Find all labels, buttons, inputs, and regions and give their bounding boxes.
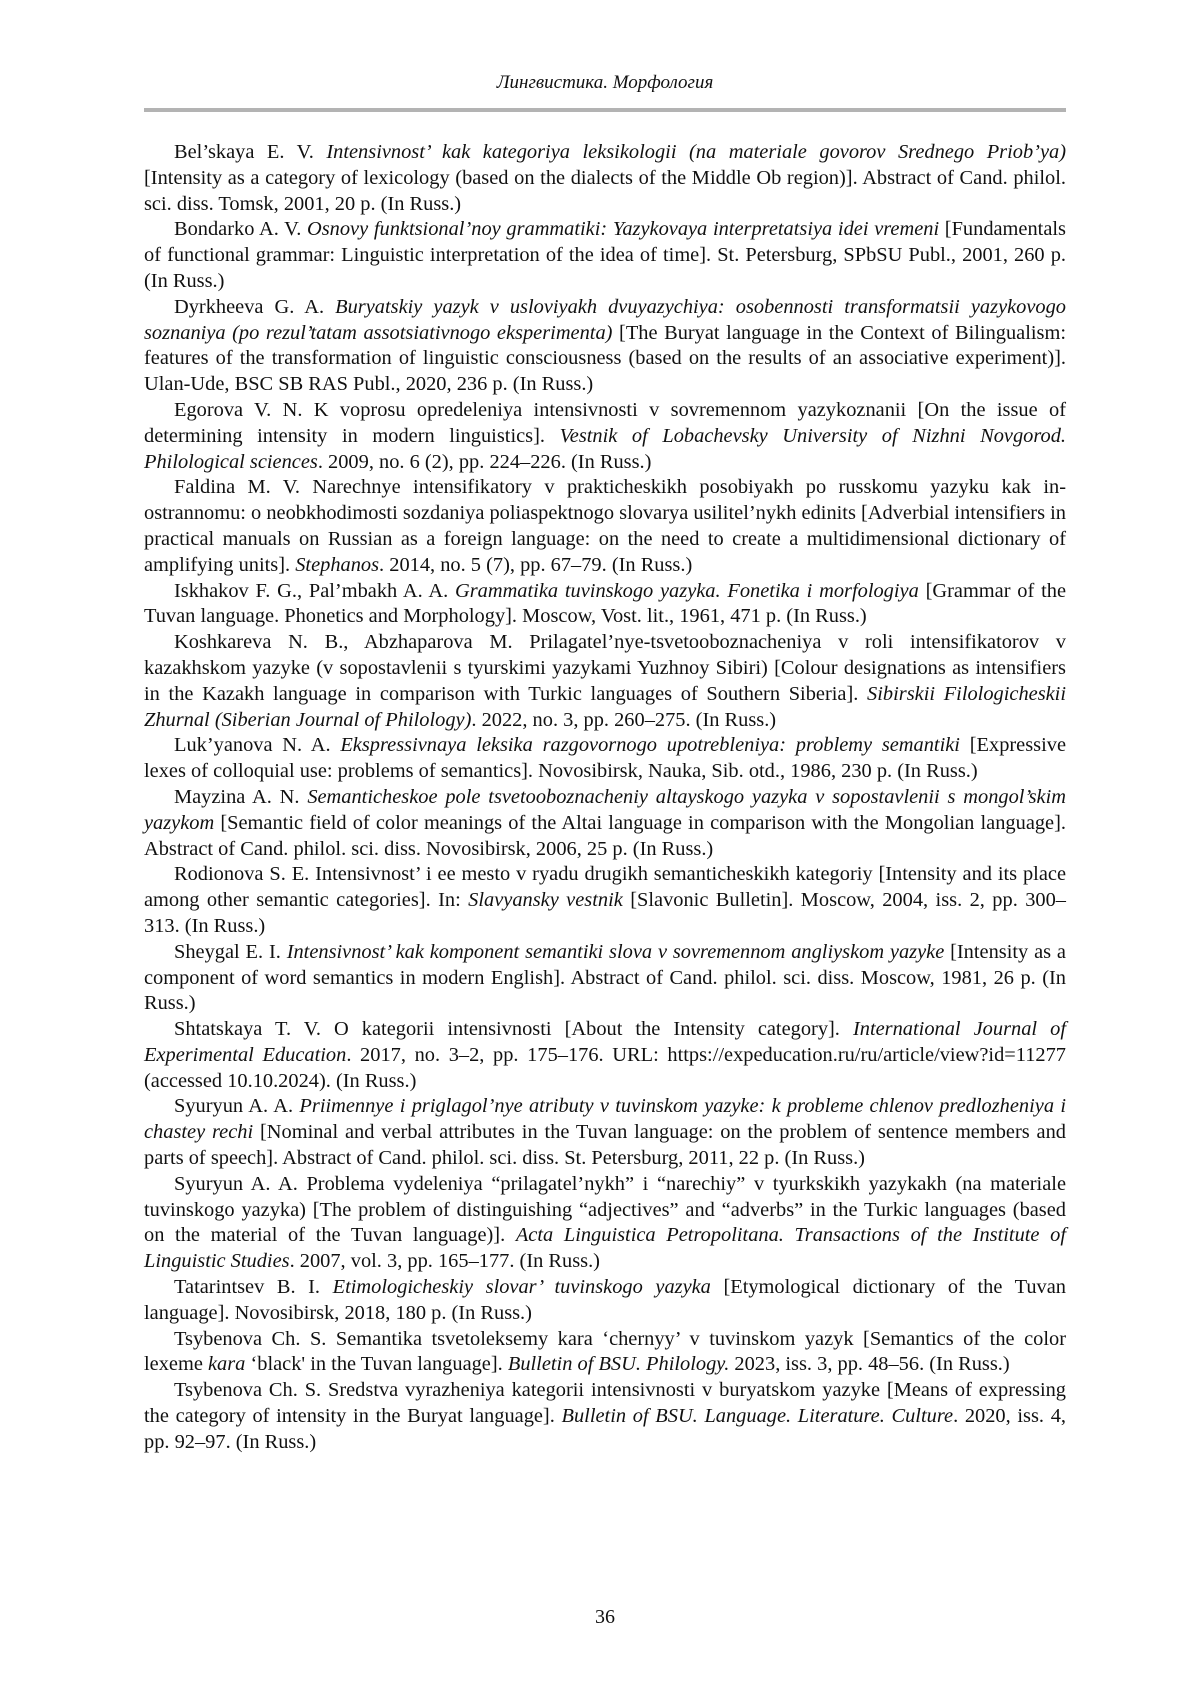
reference-text: [Intensity as a category of lexicology (based on the dialects of the Middle Ob region)]. Abstract of Cand. philol. sci. diss. Tomsk, 2001, 20 p. (In Russ.) — [144, 166, 1066, 215]
reference-text: Syuryun A. A. Problema vydeleniya “prilagatel’nykh” i “narechiy” v tyurkskikh yazykakh (na materiale tuvinskogo yazyka) [The problem of distinguishing “adjectives” and “adverbs” in the Turkic languages (based on the material of the Tuvan language)]. — [144, 1172, 1066, 1247]
reference-entry — [144, 862, 1066, 939]
reference-text: [Grammar of the Tuvan language. Phonetics and Morphology]. Moscow, Vost. lit., 1961, 471 p. (In Russ.) — [144, 579, 1066, 628]
reference-italic-text: Vestnik of Lobachevsky University of Nizhni Novgorod. Philological sciences — [144, 424, 1066, 473]
reference-italic-text: kara — [207, 1353, 246, 1376]
reference-italic-text: Grammatika tuvinskogo yazyka. Fonetika i morfologiya — [455, 579, 919, 602]
reference-italic-text: Bulletin of BSU. Language. Literature. Culture — [561, 1405, 954, 1428]
reference-text: Tsybenova Ch. S. Semantika tsvetoleksemy kara ‘chernyy’ v tuvinskom yazyk [Semantics of the color lexeme — [144, 1327, 1066, 1376]
reference-text: Tatarintsev B. I. — [174, 1276, 333, 1299]
reference-entry — [144, 398, 1066, 475]
reference-list — [144, 140, 1066, 1456]
reference-italic-text: Intensivnost’ kak kategoriya leksikologii (na materiale govorov Srednego Priob’ya) — [326, 141, 1067, 163]
reference-text: Bel’skaya E. V. — [174, 141, 327, 163]
reference-italic-text: Osnovy funktsional’noy grammatiki: Yazykovaya interpretatsiya idei vremeni — [307, 218, 940, 241]
reference-entry — [144, 630, 1066, 733]
reference-italic-text: Buryatskiy yazyk v usloviyakh dvuyazychiya: osobennosti transformatsii yazykovogo soznaniya (po rezul’tatam assotsiativnogo eksperimenta) — [144, 295, 1066, 344]
reference-italic-text: Etimologicheskiy slovar’ tuvinskogo yazyka — [332, 1276, 711, 1299]
reference-entry — [144, 1172, 1066, 1275]
reference-entry — [144, 1327, 1066, 1379]
reference-text: Dyrkheeva G. A. — [174, 295, 336, 318]
reference-text: Mayzina A. N. — [174, 785, 308, 808]
reference-text: Shtatskaya T. V. O kategorii intensivnosti [About the Intensity category]. — [174, 1018, 853, 1041]
reference-entry — [144, 1094, 1066, 1171]
reference-text: Tsybenova Ch. S. Sredstva vyrazheniya kategorii intensivnosti v buryatskom yazyke [Means of expressing the category of intensity in the Buryat language]. — [144, 1379, 1066, 1428]
reference-text: Syuryun A. A. — [174, 1095, 300, 1118]
reference-entry — [144, 733, 1066, 785]
reference-text: [Intensity as a component of word semantics in modern English]. Abstract of Cand. philol. sci. diss. Moscow, 1981, 26 p. (In Russ.) — [144, 940, 1066, 1015]
reference-text: . 2007, vol. 3, pp. 165–177. (In Russ.) — [289, 1250, 600, 1273]
reference-italic-text: Bulletin of BSU. Philology. — [507, 1353, 730, 1376]
running-title: Лингвистика. Морфология — [496, 72, 714, 93]
reference-text: . 2014, no. 5 (7), pp. 67–79. (In Russ.) — [379, 553, 693, 576]
reference-italic-text: Acta Linguistica Petropolitana. Transactions of the Institute of Linguistic Studies — [144, 1224, 1066, 1273]
reference-italic-text: Intensivnost’ kak komponent semantiki slova v sovremennom angliyskom yazyke — [286, 940, 945, 963]
reference-italic-text: International Journal of Experimental Education — [144, 1018, 1066, 1066]
reference-text: . 2017, no. 3–2, pp. 175–176. URL: https://expeducation.ru/ru/article/view?id=11277 (accessed 10.10.2024). (In Russ.) — [144, 1043, 1066, 1092]
header-rule — [144, 108, 1066, 112]
reference-entry — [144, 1017, 1066, 1094]
reference-text: . 2022, no. 3, pp. 260–275. (In Russ.) — [471, 708, 777, 731]
reference-text: Rodionova S. E. Intensivnost’ i ee mesto v ryadu drugikh semanticheskikh kategoriy [Intensity and its place among other semantic categories]. In: — [144, 863, 1066, 912]
reference-entry — [144, 475, 1066, 578]
reference-entry — [144, 940, 1066, 1017]
reference-italic-text: Semanticheskoe pole tsvetooboznacheniy altayskogo yazyka v sopostavlenii s mongol’skim yazykom — [144, 785, 1066, 834]
reference-italic-text: Sibirskii Filologicheskii Zhurnal (Siberian Journal of Philology) — [144, 682, 1067, 731]
reference-text: Iskhakov F. G., Pal’mbakh A. A. — [174, 579, 455, 602]
page-number: 36 — [595, 1606, 615, 1628]
reference-text: [Nominal and verbal attributes in the Tuvan language: on the problem of sentence members and parts of speech]. Abstract of Cand. philol. sci. diss. St. Petersburg, 2011, 22 p. (In Russ.) — [144, 1121, 1066, 1170]
reference-text: [Etymological dictionary of the Tuvan language]. Novosibirsk, 2018, 180 p. (In Russ.) — [144, 1276, 1066, 1324]
reference-text: [Expressive lexes of colloquial use: problems of semantics]. Novosibirsk, Nauka, Sib. otd., 1986, 230 p. (In Russ.) — [144, 734, 1067, 783]
reference-text: Luk’yanova N. A. — [174, 734, 341, 757]
reference-text: Faldina M. V. Narechnye intensifikatory v prakticheskikh posobiyakh po russkomu yazyku kak inostrannomu: o neobkhodimosti sozdaniya poliaspektnogo slovarya usilitel’nykh edinits [Adverbial intensifiers in practical manuals on Russian as a foreign language: on the need to create a multidimensional dictionary of amplifying units]. — [144, 476, 1066, 576]
reference-entry — [144, 579, 1066, 631]
reference-text: [Fundamentals of functional grammar: Linguistic interpretation of the idea of time]. St. Petersburg, SPbSU Publ., 2001, 260 p. (In Russ.) — [144, 218, 1066, 292]
reference-text: [Semantic field of color meanings of the Altai language in comparison with the Mongolian language]. Abstract of Cand. philol. sci. diss. Novosibirsk, 2006, 25 p. (In Russ.) — [144, 811, 1066, 860]
reference-italic-text: Slavyansky vestnik — [468, 889, 623, 912]
reference-text: [Slavonic Bulletin]. Moscow, 2004, iss. 2, pp. 300–313. (In Russ.) — [144, 889, 1066, 937]
reference-entry — [144, 295, 1066, 398]
reference-text: ‘black' in the Tuvan language]. — [245, 1353, 508, 1376]
reference-text: [The Buryat language in the Context of Bilingualism: features of the transformation of linguistic consciousness (based on the results of an associative experiment)]. Ulan-Ude, BSC SB RAS Publ., 2020, 236 p. (In Russ.) — [144, 321, 1067, 396]
reference-entry — [144, 217, 1066, 294]
reference-text: . 2009, no. 6 (2), pp. 224–226. (In Russ.) — [317, 450, 652, 473]
reference-entry — [144, 785, 1066, 862]
reference-text: Sheygal E. I. — [174, 940, 287, 963]
reference-text: Egorova V. N. K voprosu opredeleniya intensivnosti v sovremennom yazykoznanii [On the issue of determining intensity in modern linguistics]. — [144, 398, 1066, 447]
reference-italic-text: Priimennye i priglagol’nye atributy v tuvinskom yazyke: k probleme chlenov predlozheniya i chastey rechi — [144, 1095, 1066, 1144]
reference-entry — [144, 1275, 1066, 1327]
reference-text: Koshkareva N. B., Abzhaparova M. Prilagatel’nye-tsvetooboznacheniya v roli intensifikatorov v kazakhskom yazyke (v sopostavlenii s tyurskimi yazykami Yuzhnoy Sibiri) [Colour designations as intensifiers in the Kazakh language in comparison with Turkic languages of Southern Siberia]. — [144, 631, 1066, 705]
reference-italic-text: Stephanos — [295, 553, 380, 576]
reference-text: Bondarko A. V. — [174, 218, 307, 241]
reference-text: . 2020, iss. 4, pp. 92–97. (In Russ.) — [144, 1405, 1067, 1453]
reference-text: 2023, iss. 3, pp. 48–56. (In Russ.) — [729, 1353, 1010, 1376]
reference-entry — [144, 1378, 1066, 1455]
reference-italic-text: Ekspressivnaya leksika razgovornogo upotrebleniya: problemy semantiki — [340, 734, 960, 757]
reference-entry — [144, 140, 1066, 217]
